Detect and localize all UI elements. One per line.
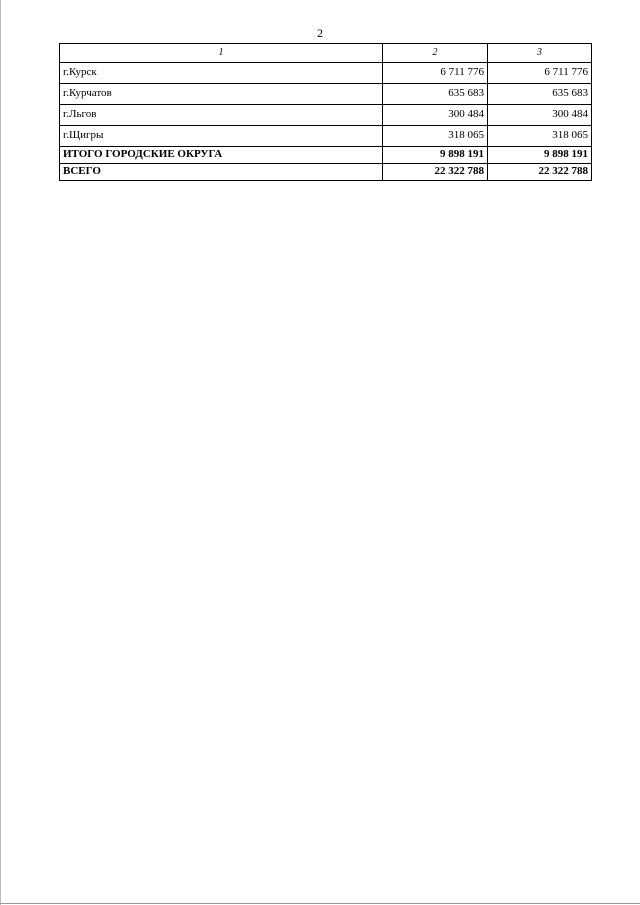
subtotal-row xyxy=(60,147,592,164)
page-number: 2 xyxy=(317,26,323,40)
budget-table xyxy=(59,43,592,181)
header-cell-2: 2 xyxy=(383,44,488,63)
row-value-cell: 318 065 xyxy=(488,126,592,147)
scan-edge-left xyxy=(0,0,1,905)
scan-edge-bottom xyxy=(0,903,640,904)
row-name-cell: г.Щигры xyxy=(60,126,383,147)
subtotal-value: 9 898 191 xyxy=(488,147,592,164)
row-value-cell: 635 683 xyxy=(383,84,488,105)
grand-total-label: ВСЕГО xyxy=(60,164,383,181)
row-value-cell: 300 484 xyxy=(488,105,592,126)
header-cell-3: 3 xyxy=(488,44,592,63)
row-value-cell: 635 683 xyxy=(488,84,592,105)
grand-total-value: 22 322 788 xyxy=(488,164,592,181)
table-row xyxy=(60,63,592,84)
row-value-cell: 300 484 xyxy=(383,105,488,126)
table-row xyxy=(60,105,592,126)
row-name-cell: г.Курск xyxy=(60,63,383,84)
table-header-row xyxy=(60,44,592,63)
header-cell-1: 1 xyxy=(60,44,383,63)
grand-total-row xyxy=(60,164,592,181)
table-row xyxy=(60,126,592,147)
subtotal-value: 9 898 191 xyxy=(383,147,488,164)
row-value-cell: 318 065 xyxy=(383,126,488,147)
row-name-cell: г.Курчатов xyxy=(60,84,383,105)
row-value-cell: 6 711 776 xyxy=(383,63,488,84)
subtotal-label: ИТОГО ГОРОДСКИЕ ОКРУГА xyxy=(60,147,383,164)
table-row xyxy=(60,84,592,105)
row-value-cell: 6 711 776 xyxy=(488,63,592,84)
row-name-cell: г.Льгов xyxy=(60,105,383,126)
grand-total-value: 22 322 788 xyxy=(383,164,488,181)
